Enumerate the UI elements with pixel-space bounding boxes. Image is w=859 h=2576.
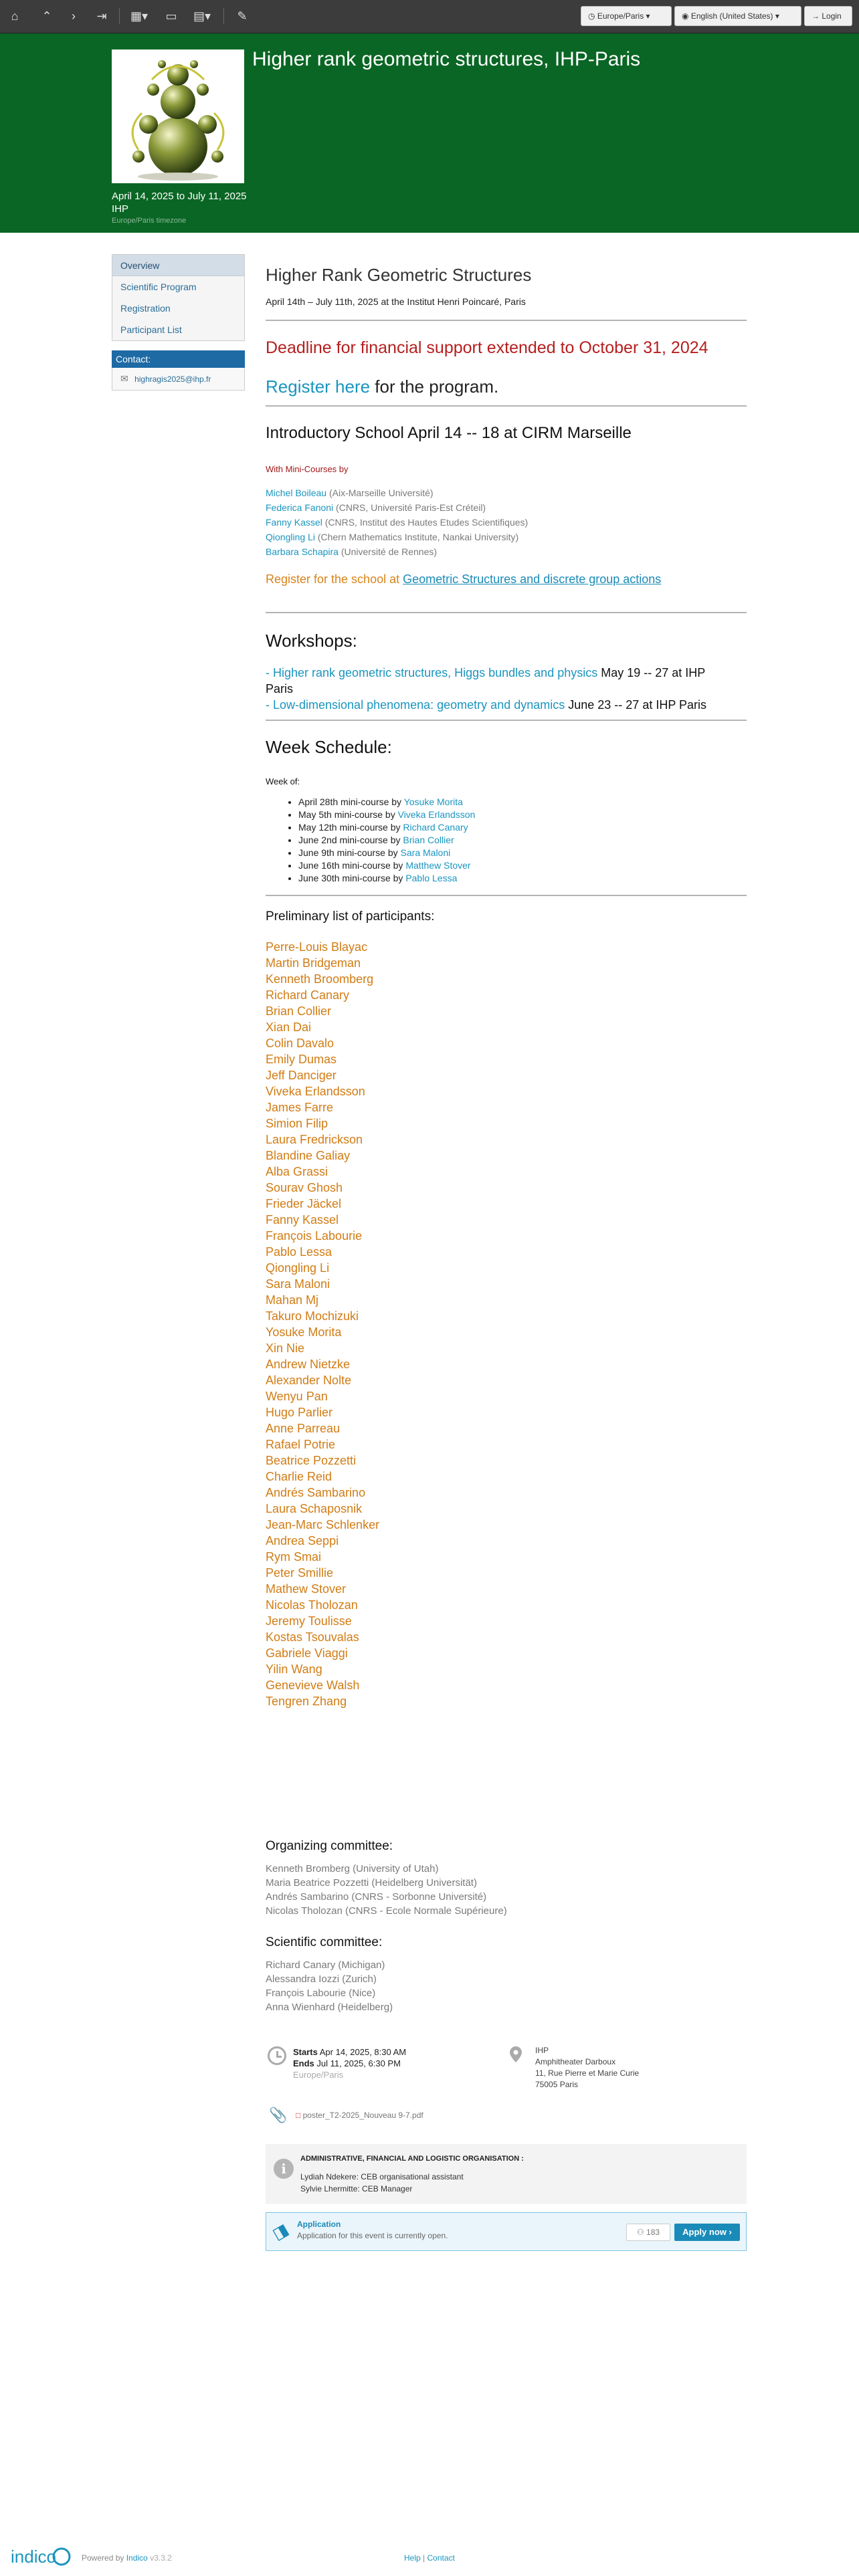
participant-name: Alexander Nolte xyxy=(266,1374,352,1387)
login-icon: → xyxy=(812,11,820,21)
workshops-title: Workshops: xyxy=(266,631,357,651)
starts-value: Apr 14, 2025, 8:30 AM xyxy=(317,2047,407,2057)
participant-name: Viveka Erlandsson xyxy=(266,1085,365,1098)
week-text: June 30th mini-course by xyxy=(298,873,406,883)
menu-item-registration[interactable]: Registration xyxy=(120,303,171,314)
list-item: François Labourie (Nice) xyxy=(266,1988,376,1999)
week-text: May 5th mini-course by xyxy=(298,809,398,820)
edit-icon[interactable]: ✎ xyxy=(237,9,248,23)
school-register-text: Register for the school at xyxy=(266,572,403,586)
minicourses-label: With Mini-Courses by xyxy=(266,464,349,474)
list-item xyxy=(298,809,475,821)
indico-link[interactable]: Indico xyxy=(126,2553,148,2563)
venue-address-line1: 11, Rue Pierre et Marie Curie xyxy=(535,2068,640,2078)
week-text: June 9th mini-course by xyxy=(298,847,401,858)
participant-name: Simion Filip xyxy=(266,1117,328,1130)
lecturer-link[interactable]: Matthew Stover xyxy=(405,860,471,871)
page-footer xyxy=(0,2541,859,2576)
clock-icon: ◷ xyxy=(588,11,595,21)
application-text: Application for this event is currently open. xyxy=(297,2231,448,2240)
lecturer-link[interactable]: Fanny Kassel xyxy=(266,517,322,528)
apply-now-button[interactable] xyxy=(674,2224,740,2241)
lecturer-link[interactable]: Pablo Lessa xyxy=(405,873,458,883)
lecturer-list xyxy=(266,486,528,559)
admin-line-1: Lydiah Ndekere: CEB organisational assistant xyxy=(300,2172,464,2181)
event-logo xyxy=(112,49,244,183)
event-timezone-small: Europe/Paris xyxy=(293,2070,344,2080)
event-venue xyxy=(535,2045,639,2090)
participants-title: Preliminary list of participants: xyxy=(266,909,435,924)
pdf-icon: □ xyxy=(296,2111,301,2120)
event-header xyxy=(0,33,859,233)
venue-address-line2: 75005 Paris xyxy=(535,2080,579,2089)
event-title: Higher rank geometric structures, IHP-Paris xyxy=(252,48,641,70)
workshop-list xyxy=(266,665,747,713)
lecturer-link[interactable]: Sara Maloni xyxy=(400,847,451,858)
application-title: Application xyxy=(297,2220,341,2229)
participant-name: Xian Dai xyxy=(266,1021,312,1034)
ticket-icon: ◨ xyxy=(269,2220,292,2244)
participant-name: Yosuke Morita xyxy=(266,1325,342,1339)
list-item: Alessandra Iozzi (Zurich) xyxy=(266,1973,377,1985)
table-view-icon[interactable]: ▦▾ xyxy=(130,9,149,23)
lecturer-affiliation: (Aix-Marseille Université) xyxy=(326,488,434,498)
admin-title: ADMINISTRATIVE, FINANCIAL AND LOGISTIC ORGANISATION : xyxy=(300,2155,524,2163)
list-item xyxy=(266,486,528,500)
footer-links xyxy=(404,2553,455,2563)
skip-last-icon[interactable]: ⇥ xyxy=(96,9,107,23)
participant-name: François Labourie xyxy=(266,1229,363,1243)
participant-name: Genevieve Walsh xyxy=(266,1679,360,1692)
lecturer-affiliation: (Chern Mathematics Institute, Nankai University) xyxy=(314,532,519,542)
scientific-committee-title: Scientific committee: xyxy=(266,1935,383,1949)
powered-by-text: Powered by xyxy=(82,2553,126,2563)
list-item: Richard Canary (Michigan) xyxy=(266,1959,385,1971)
participant-name: Fanny Kassel xyxy=(266,1213,339,1226)
applicant-count-value: 183 xyxy=(646,2228,660,2237)
language-label: English (United States) xyxy=(690,11,773,21)
register-here-link[interactable]: Register here xyxy=(266,377,371,397)
login-label: Login xyxy=(822,11,842,21)
archive-icon[interactable]: ▭ xyxy=(165,9,177,23)
participant-name: Jeremy Toulisse xyxy=(266,1614,352,1628)
participant-name: Andrea Seppi xyxy=(266,1534,339,1547)
globe-icon: ◉ xyxy=(682,11,689,21)
lecturer-link[interactable]: Federica Fanoni xyxy=(266,502,334,513)
week-schedule-title: Week Schedule: xyxy=(266,737,392,757)
list-item xyxy=(298,859,475,872)
contact-heading: Contact: xyxy=(112,350,245,368)
list-item xyxy=(266,515,528,530)
workshop-dates: June 23 -- 27 at IHP Paris xyxy=(565,698,707,712)
lecturer-link[interactable]: Yosuke Morita xyxy=(403,796,463,807)
envelope-icon: ✉ xyxy=(120,373,128,384)
participant-name: Frieder Jäckel xyxy=(266,1197,342,1210)
indico-version: v3.3.2 xyxy=(150,2553,172,2563)
participant-name: Mahan Mj xyxy=(266,1293,319,1307)
workshop-link[interactable]: - Higher rank geometric structures, Higgs bundles and physics xyxy=(266,666,598,679)
applicant-count xyxy=(626,2224,670,2241)
event-timing xyxy=(293,2046,406,2080)
event-location: IHP xyxy=(112,203,129,215)
list-item xyxy=(298,796,475,809)
participant-name: Pablo Lessa xyxy=(266,1245,332,1259)
participant-name: Yilin Wang xyxy=(266,1662,322,1676)
language-selector[interactable] xyxy=(674,6,801,26)
chevron-right-icon: › xyxy=(729,2227,732,2237)
timezone-selector[interactable] xyxy=(581,6,672,26)
list-item xyxy=(298,821,475,834)
lecturer-link[interactable]: Qiongling Li xyxy=(266,532,315,542)
school-title: Introductory School April 14 -- 18 at CIRM Marseille xyxy=(266,424,632,442)
apply-now-label: Apply now xyxy=(682,2227,727,2237)
info-icon: i xyxy=(274,2159,294,2179)
lecturer-affiliation: (CNRS, Institut des Hautes Etudes Scientifiques) xyxy=(322,517,529,528)
menu-item-overview[interactable]: Overview xyxy=(112,255,244,276)
event-timezone: Europe/Paris timezone xyxy=(112,217,187,225)
participant-name: Hugo Parlier xyxy=(266,1406,333,1419)
toolbar-divider xyxy=(223,8,224,24)
indico-logo[interactable] xyxy=(11,2545,71,2569)
participant-name: Qiongling Li xyxy=(266,1261,330,1275)
lecturer-affiliation: (CNRS, Université Paris-Est Créteil) xyxy=(333,502,486,513)
chevron-right-icon[interactable]: › xyxy=(72,9,76,23)
lecturer-link[interactable]: Michel Boileau xyxy=(266,488,327,498)
school-register-line xyxy=(266,572,661,586)
venue-name: IHP xyxy=(535,2046,549,2055)
participant-name: Alba Grassi xyxy=(266,1165,328,1178)
list-item: Maria Beatrice Pozzetti (Heidelberg Universität) xyxy=(266,1877,477,1889)
participant-name: Sara Maloni xyxy=(266,1277,330,1291)
school-register-link[interactable]: Geometric Structures and discrete group actions xyxy=(403,572,662,586)
list-item xyxy=(266,544,528,559)
list-item xyxy=(266,500,528,515)
lecturer-affiliation: (Université de Rennes) xyxy=(338,546,438,557)
participant-name: Perre-Louis Blayac xyxy=(266,940,368,954)
list-item xyxy=(266,530,528,544)
event-start xyxy=(293,2046,406,2058)
list-item xyxy=(298,834,475,847)
organizing-committee-title: Organizing committee: xyxy=(266,1839,393,1853)
paperclip-icon: 📎 xyxy=(269,2107,288,2123)
participant-name: Mathew Stover xyxy=(266,1582,347,1596)
event-date-range: April 14, 2025 to July 11, 2025 xyxy=(112,191,247,202)
participant-name: Laura Schaposnik xyxy=(266,1502,363,1515)
lecturer-link[interactable]: Brian Collier xyxy=(403,835,454,845)
powered-by xyxy=(82,2553,172,2563)
menu-item-scientific-program[interactable]: Scientific Program xyxy=(120,282,197,292)
participant-name: Anne Parreau xyxy=(266,1422,341,1435)
participant-name: Sourav Ghosh xyxy=(266,1181,343,1194)
page-subheading: April 14th – July 11th, 2025 at the Institut Henri Poincaré, Paris xyxy=(266,296,526,307)
week-list xyxy=(298,796,475,885)
participant-name: Richard Canary xyxy=(266,988,350,1002)
timezone-label: Europe/Paris xyxy=(597,11,644,21)
contact-email-link[interactable]: highragis2025@ihp.fr xyxy=(134,374,211,384)
participant-name: Colin Davalo xyxy=(266,1037,335,1050)
participant-name: Nicolas Tholozan xyxy=(266,1598,358,1612)
week-text: April 28th mini-course by xyxy=(298,796,404,807)
login-button[interactable] xyxy=(804,6,852,26)
event-dates xyxy=(112,190,247,215)
toolbar-divider xyxy=(119,8,120,24)
participant-name: Wenyu Pan xyxy=(266,1390,328,1403)
divider xyxy=(266,720,747,721)
contact-box xyxy=(112,368,245,391)
menu-item-participant-list[interactable]: Participant List xyxy=(120,324,182,335)
organizing-committee-list xyxy=(266,1862,507,1918)
event-menu xyxy=(112,254,245,341)
page-heading: Higher Rank Geometric Structures xyxy=(266,265,532,285)
participant-name: Charlie Reid xyxy=(266,1470,332,1483)
deadline-notice: Deadline for financial support extended to October 31, 2024 xyxy=(266,338,708,357)
participant-name: Andrés Sambarino xyxy=(266,1486,366,1499)
week-text: June 16th mini-course by xyxy=(298,860,406,871)
home-icon[interactable]: ⌂ xyxy=(11,9,19,23)
register-line-text: for the program. xyxy=(370,377,499,397)
participant-name: Brian Collier xyxy=(266,1004,332,1018)
list-item: Andrés Sambarino (CNRS - Sorbonne Université) xyxy=(266,1891,487,1903)
participant-list xyxy=(266,939,379,1709)
attachment-item[interactable] xyxy=(296,2111,423,2120)
starts-label: Starts xyxy=(293,2047,318,2057)
list-item xyxy=(266,697,747,713)
week-of-label: Week of: xyxy=(266,776,300,786)
chevron-up-icon[interactable]: ⌃ xyxy=(41,9,52,23)
event-end xyxy=(293,2058,406,2069)
svg-text:indico: indico xyxy=(11,2547,56,2567)
participant-name: Takuro Mochizuki xyxy=(266,1309,359,1323)
participant-name: Emily Dumas xyxy=(266,1053,337,1066)
map-pin-icon xyxy=(510,2046,522,2062)
list-item xyxy=(266,665,747,681)
ends-value: Jul 11, 2025, 6:30 PM xyxy=(314,2058,401,2068)
divider xyxy=(266,612,747,613)
contact-link[interactable]: Contact xyxy=(427,2553,455,2563)
week-text: May 12th mini-course by xyxy=(298,822,403,833)
week-text: June 2nd mini-course by xyxy=(298,835,403,845)
list-item xyxy=(298,847,475,859)
workshop-dates-continued: Paris xyxy=(266,682,294,695)
divider xyxy=(266,405,747,407)
lecturer-link[interactable]: Barbara Schapira xyxy=(266,546,339,557)
participant-name: Kostas Tsouvalas xyxy=(266,1630,359,1644)
participant-name: Andrew Nietzke xyxy=(266,1358,351,1371)
participant-name: Tengren Zhang xyxy=(266,1695,347,1708)
ends-label: Ends xyxy=(293,2058,314,2068)
register-line xyxy=(266,377,498,397)
participant-name: Jean-Marc Schlenker xyxy=(266,1518,380,1531)
venue-room: Amphitheater Darboux xyxy=(535,2057,616,2066)
participant-name: Laura Fredrickson xyxy=(266,1133,363,1146)
lecturer-link[interactable]: Viveka Erlandsson xyxy=(397,809,476,820)
workshop-link[interactable]: - Low-dimensional phenomena: geometry and dynamics xyxy=(266,698,565,712)
list-item: Kenneth Bromberg (University of Utah) xyxy=(266,1863,439,1874)
scientific-committee-list xyxy=(266,1958,393,2014)
list-item xyxy=(298,872,475,885)
participant-name: Rafael Potrie xyxy=(266,1438,336,1451)
top-toolbar xyxy=(0,0,859,33)
divider xyxy=(266,895,747,896)
user-icon: ⚇ xyxy=(636,2228,644,2237)
chevron-down-icon: ▾ xyxy=(646,11,650,21)
participant-name: Rym Smai xyxy=(266,1550,322,1564)
clock-icon xyxy=(268,2046,286,2065)
list-item: Nicolas Tholozan (CNRS - Ecole Normale Supérieure) xyxy=(266,1905,507,1917)
participant-name: Martin Bridgeman xyxy=(266,956,361,970)
participant-name: Peter Smillie xyxy=(266,1566,334,1580)
divider xyxy=(266,320,747,321)
lecturer-link[interactable]: Richard Canary xyxy=(403,822,468,833)
admin-line-2: Sylvie Lhermitte: CEB Manager xyxy=(300,2184,413,2193)
list-item: Anna Wienhard (Heidelberg) xyxy=(266,2002,393,2013)
participant-name: Gabriele Viaggi xyxy=(266,1646,348,1660)
attachment-name: poster_T2-2025_Nouveau 9-7.pdf xyxy=(302,2111,423,2120)
participant-name: Blandine Galiay xyxy=(266,1149,351,1162)
participant-name: Kenneth Broomberg xyxy=(266,972,374,986)
chevron-down-icon: ▾ xyxy=(775,11,779,21)
help-link[interactable]: Help xyxy=(404,2553,421,2563)
participant-name: James Farre xyxy=(266,1101,334,1114)
footer-separator: | xyxy=(423,2553,425,2563)
layout-icon[interactable]: ▤▾ xyxy=(193,9,211,23)
participant-name: Jeff Danciger xyxy=(266,1069,337,1082)
participant-name: Xin Nie xyxy=(266,1341,305,1355)
participant-name: Beatrice Pozzetti xyxy=(266,1454,357,1467)
workshop-dates: May 19 -- 27 at IHP xyxy=(597,666,706,679)
application-box xyxy=(266,2212,747,2251)
admin-info-box xyxy=(266,2144,747,2204)
